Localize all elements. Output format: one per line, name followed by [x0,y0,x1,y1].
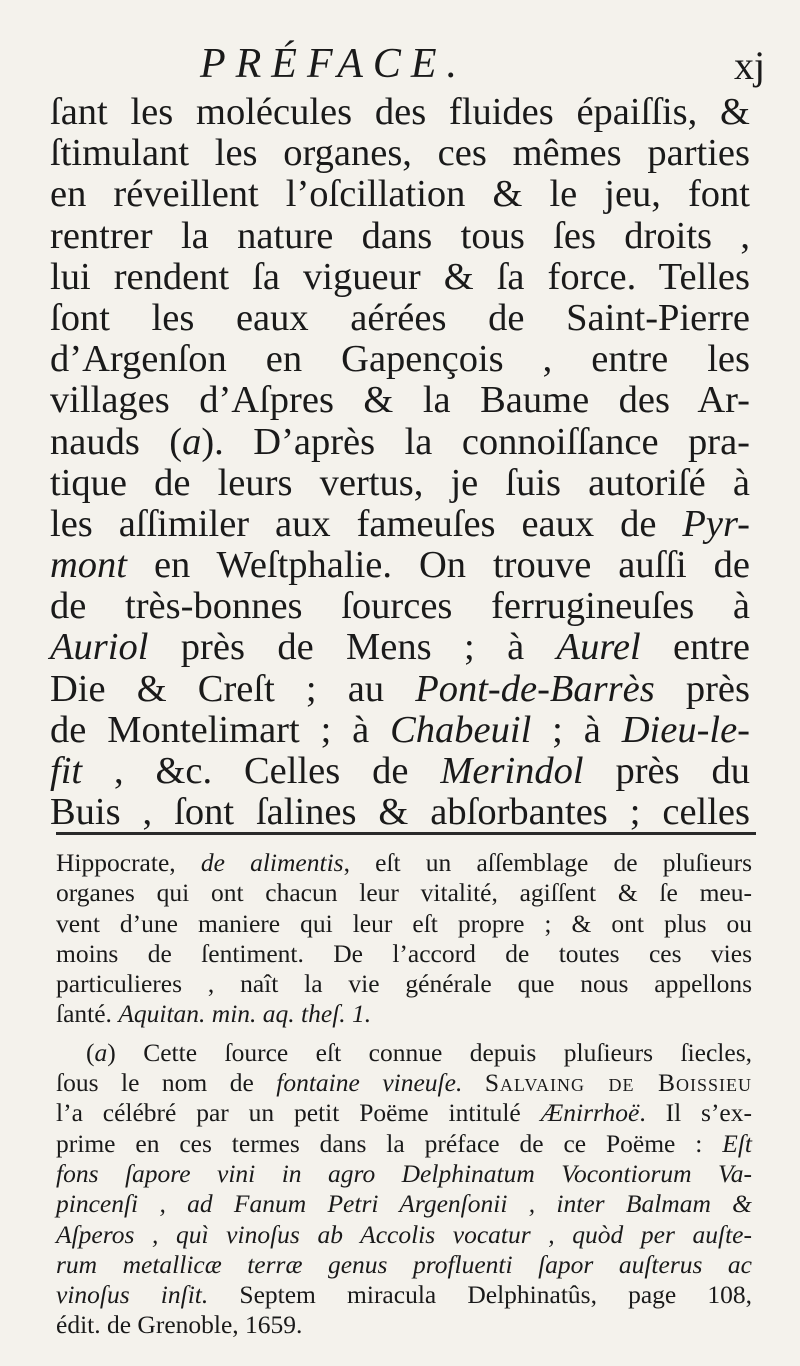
page-header [0,40,800,90]
text-run: d’Argenſon en Gapençois , entre les [50,338,750,381]
text-run: ſtimulant les organes, ces mêmes parties [50,132,750,175]
footnote-line [56,1129,752,1159]
text-run: organes qui ont chacun leur vitalité, agiſſent & ſe meu- [56,878,752,908]
italic-text: Ænirrhoë [540,1098,640,1128]
text-run: près [654,667,750,710]
small-caps-text: Salvaing de Boissieu [484,1068,752,1098]
italic-text: Aurel [556,626,641,669]
footnotes [56,848,752,1341]
italic-text: Aquitan. min. aq. theſ. 1. [118,999,372,1029]
footnote-line [56,909,752,939]
footnote-line [56,999,752,1029]
text-line [50,504,750,545]
text-line [50,463,750,504]
italic-text: rum metallicæ terræ genus profluenti ſapor auſterus ac [56,1249,752,1279]
text-run: édit. de Grenoble, 1659. [56,1310,303,1340]
italic-text: a [182,420,202,463]
italic-text: Aſperos , quì vinoſus ab Accolis vocatur , quòd per auſte- [56,1219,752,1249]
footnote-line [56,1310,752,1340]
text-run: vent d’une maniere qui leur eſt propre ; & ont plus ou [56,908,752,938]
text-line [50,174,750,215]
text-run: particulieres , naît la vie générale que nous appellons [56,969,752,999]
text-line [50,792,750,833]
text-line [50,257,750,298]
text-line [50,669,750,710]
italic-text: pincenſi , ad Fanum Petri Argenſonii , inter Balmam & [56,1189,752,1219]
text-run [462,1068,485,1097]
text-run: ). D’après la connoiſſance pra- [201,420,750,463]
italic-text: Dieu-le- [621,708,750,751]
footnote-line [56,1159,752,1189]
text-line [50,216,750,257]
text-run: ; à [531,708,622,751]
text-line [50,627,750,668]
text-run: ſont les eaux aérées de Saint-Pierre [50,296,750,339]
text-run: entre [640,626,750,669]
italic-text: Auriol [50,626,149,669]
text-line [50,298,750,339]
footnote-line [56,969,752,999]
text-run: Hippocrate, [56,848,201,877]
italic-text: Chabeuil [390,708,532,751]
text-run: lui rendent ſa vigueur & ſa force. Telles [50,255,750,298]
italic-text: Pont-de-Barrès [415,667,655,710]
footnote-line [56,1189,752,1219]
text-run: Buis , ſont ſalines & abſorbantes ; celles [50,791,750,834]
text-run: rentrer la nature dans tous ſes droits , [50,214,750,257]
footnote-line [56,1038,752,1068]
footnote-gap [56,1030,752,1038]
text-line [50,586,750,627]
text-line [50,380,750,421]
main-text [50,92,750,833]
text-run: nauds ( [50,420,183,463]
text-run: , eſt un aſſemblage de pluſieurs [343,848,753,877]
text-run: en réveillent l’oſcillation & le jeu, font [50,173,750,216]
text-run: ſant les molécules des fluides épaiſſis, & [50,91,750,133]
footnote-line [56,878,752,908]
italic-text: a [94,1037,108,1067]
text-run: l’a célébré par un petit Poëme intitulé [56,1098,541,1128]
text-run: villages d’Aſpres & la Baume des Ar- [50,379,750,422]
italic-text: vinoſus inſit. [56,1280,209,1310]
footnote-line [56,939,752,969]
text-run: de très-bonnes ſources ferrugineuſes à [50,585,750,628]
text-run: ſous le nom de [56,1068,277,1098]
footnote-line [56,1220,752,1250]
footnote-line [56,1068,752,1098]
footnote-line [56,1250,752,1280]
italic-text: Eſt [722,1128,752,1158]
text-line [50,92,750,133]
text-run: Septem miracula Delphinatûs, page 108, [208,1280,752,1310]
text-line [50,545,750,586]
text-line [50,133,750,174]
footnote-rule [56,832,756,835]
text-run: près du [583,750,750,792]
text-run: en Weſtphalie. On trouve auſſi de [127,544,750,587]
text-run: tique de leurs vertus, je ſuis autoriſé à [50,461,750,504]
page-number: xj [734,43,766,88]
italic-text: fit [50,750,83,792]
footnote-line [56,1280,752,1310]
text-run: , &c. Celles de [82,750,441,792]
text-line [50,751,750,792]
running-title: PRÉFACE. [200,41,468,87]
italic-text: Pyr- [682,502,750,545]
text-line [50,710,750,751]
text-line [50,422,750,463]
italic-text: de alimentis [200,848,344,877]
text-run: ) Cette ſource eſt connue depuis pluſieurs ſiecles, [107,1037,752,1067]
text-run: Die & Creſt ; au [50,667,416,710]
text-run: prime en ces termes dans la préface de ce Poëme : [56,1128,723,1158]
italic-text: mont [50,544,127,587]
text-run: . Il s’ex- [639,1098,752,1128]
footnote-line [56,848,752,878]
text-run: moins de ſentiment. De l’accord de toutes ces vies [56,938,752,968]
footnote-line [56,1098,752,1128]
text-run: près de Mens ; à [148,626,557,669]
italic-text: fontaine vineuſe. [276,1068,463,1098]
text-run: les aſſimiler aux fameuſes eaux de [50,502,683,545]
text-run: de Montelimart ; à [50,708,391,751]
italic-text: fons ſapore vini in agro Delphinatum Vocontiorum Va- [56,1158,752,1188]
italic-text: Merindol [440,750,584,792]
text-run: ( [86,1037,95,1067]
text-line [50,339,750,380]
text-run: ſanté. [56,999,119,1029]
